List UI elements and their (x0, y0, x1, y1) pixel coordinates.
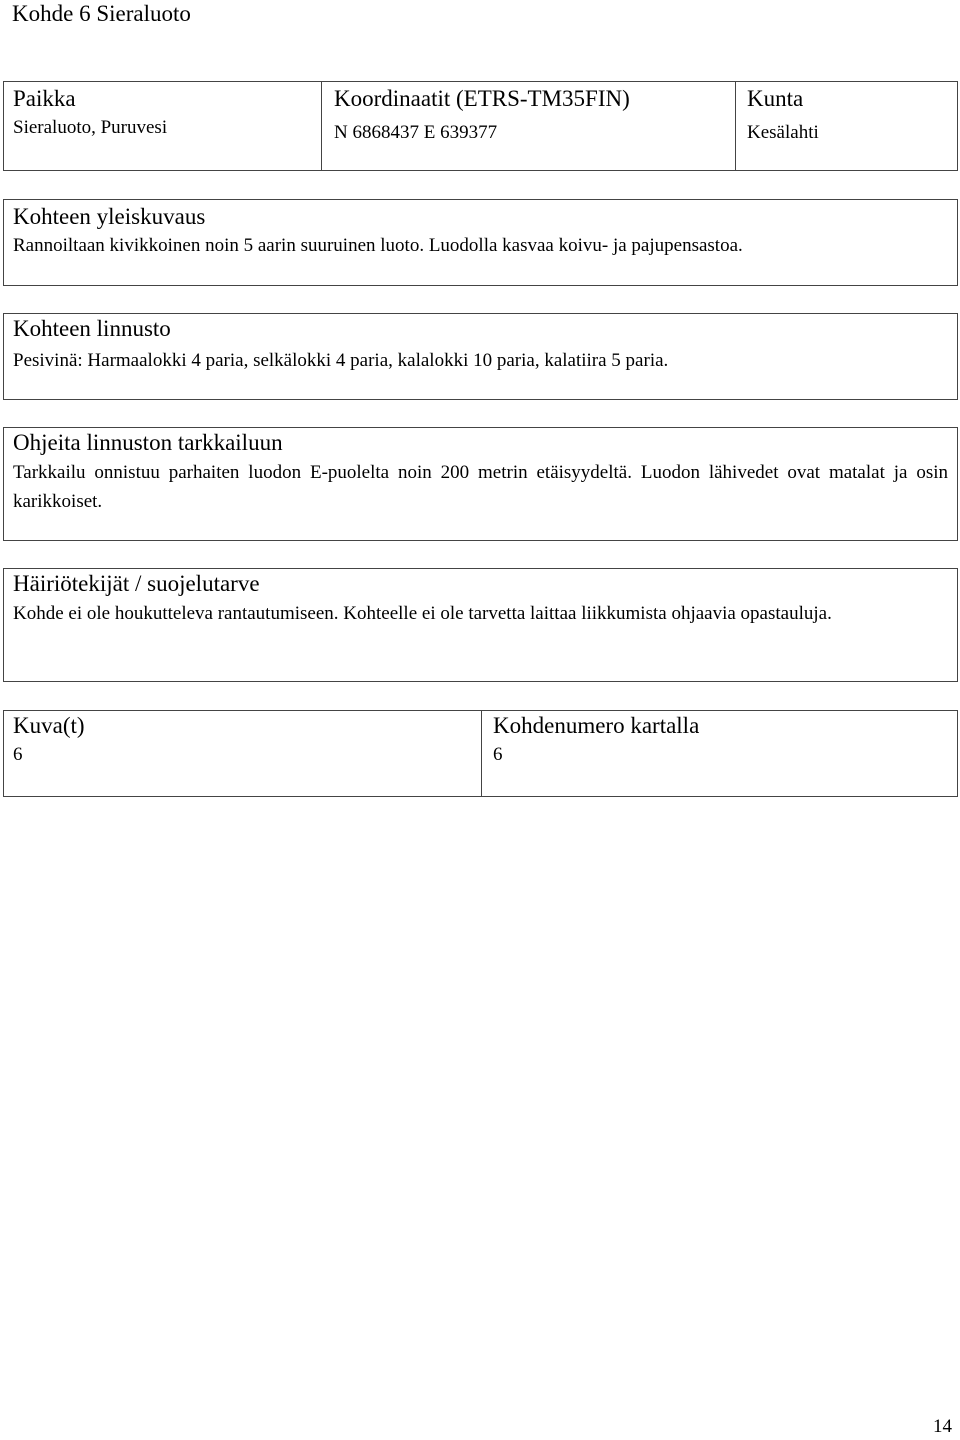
monitoring-instructions-text: Tarkkailu onnistuu parhaiten luodon E-puolelta noin 200 metrin etäisyydeltä. Luodon lähivedet ovat matalat ja osin karikkoiset. (13, 462, 948, 512)
bird-population-section (3, 313, 958, 400)
page-title: Kohde 6 Sieraluoto (12, 1, 191, 26)
place-value: Sieraluoto, Puruvesi (13, 117, 168, 138)
general-description-text: Rannoiltaan kivikkoinen noin 5 aarin suuruinen luoto. Luodolla kasvaa koivu- ja pajupensastoa. (13, 235, 743, 256)
disturbance-heading: Häiriötekijät / suojelutarve (13, 571, 260, 596)
general-description-heading: Kohteen yleiskuvaus (13, 204, 206, 229)
monitoring-instructions-heading: Ohjeita linnuston tarkkailuun (13, 430, 283, 455)
bird-population-heading: Kohteen linnusto (13, 316, 171, 341)
general-description-section (3, 199, 958, 286)
page-number: 14 (933, 1416, 952, 1437)
location-table (3, 81, 958, 171)
municipality-label: Kunta (747, 86, 804, 111)
bird-population-text: Pesivinä: Harmaalokki 4 paria, selkälokki 4 paria, kalalokki 10 paria, kalatiira 5 paria. (13, 350, 669, 371)
disturbance-text: Kohde ei ole houkutteleva rantautumiseen. Kohteelle ei ole tarvetta laittaa liikkumista ohjaavia opastauluja. (13, 603, 832, 624)
map-number-value: 6 (493, 744, 503, 765)
coords-value: N 6868437 E 639377 (334, 122, 498, 143)
municipality-value: Kesälahti (747, 122, 819, 143)
images-cell (4, 711, 482, 796)
coords-label: Koordinaatit (ETRS-TM35FIN) (334, 86, 630, 111)
map-number-label: Kohdenumero kartalla (493, 713, 700, 738)
coords-cell (321, 82, 735, 170)
disturbance-section (3, 568, 958, 682)
municipality-cell (735, 82, 957, 170)
place-cell (4, 82, 322, 170)
place-label: Paikka (13, 86, 76, 111)
images-label: Kuva(t) (13, 713, 85, 738)
map-number-cell (481, 711, 957, 796)
images-map-table (3, 710, 958, 797)
monitoring-instructions-section (3, 427, 958, 541)
images-value: 6 (13, 744, 23, 765)
